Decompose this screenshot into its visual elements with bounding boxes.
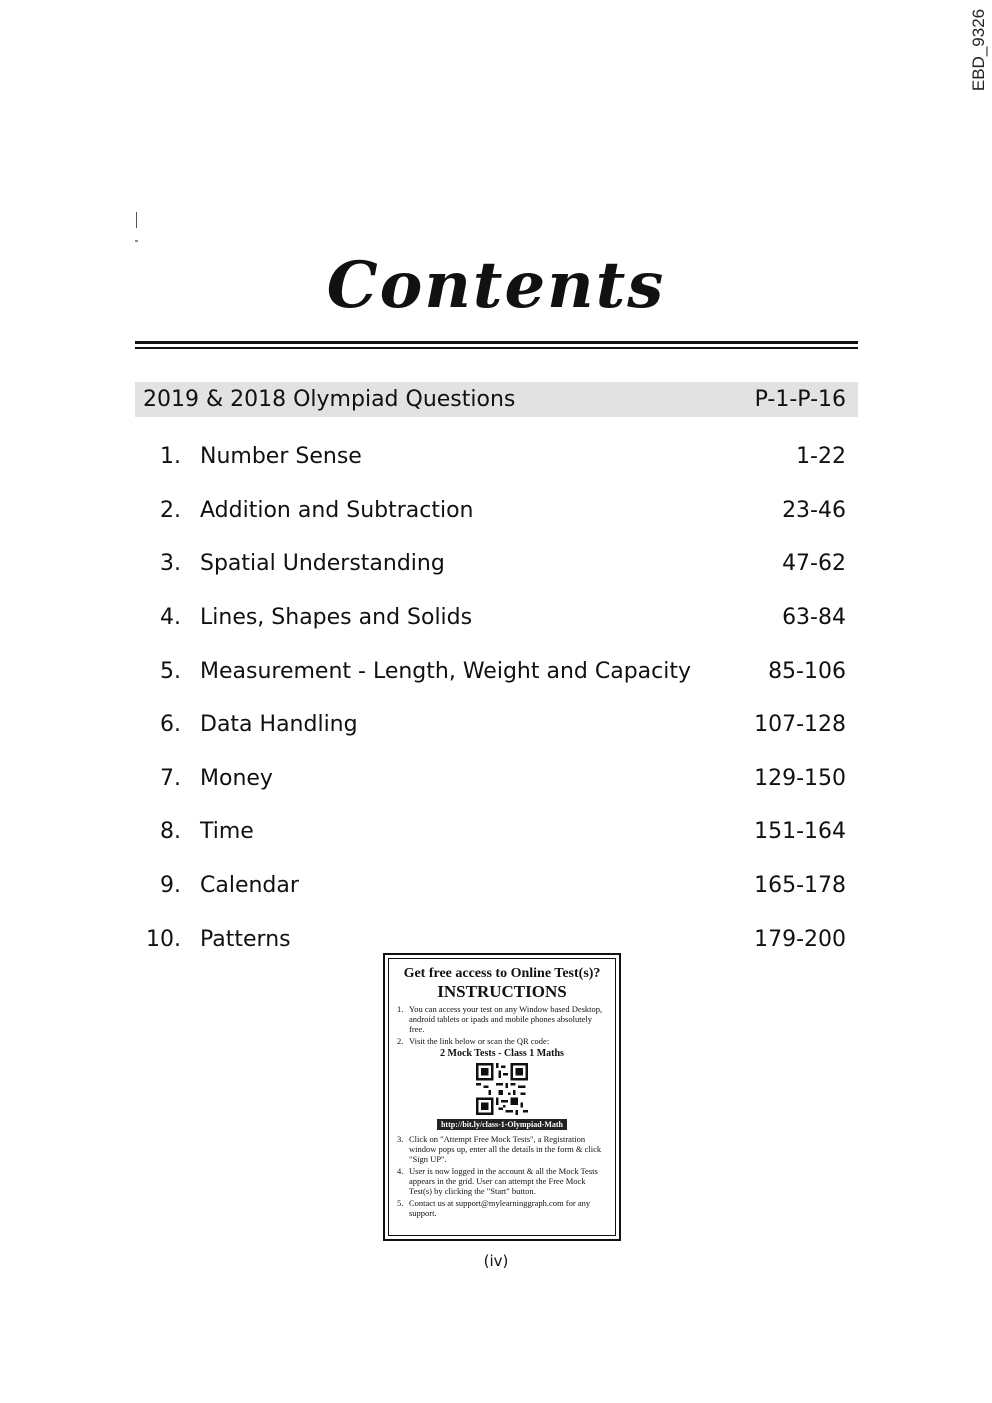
margin-mark <box>136 212 137 228</box>
chapter-number: 9. <box>160 873 181 899</box>
contents-row <box>135 591 858 645</box>
chapter-number: 4. <box>160 605 181 631</box>
chapter-pages: 165-178 <box>754 873 846 899</box>
instruction-number: 3. <box>397 1134 404 1144</box>
chapter-pages: 151-164 <box>754 819 846 845</box>
instruction-text: User is now logged in the account & all the Mock Tests appears in the grid. User can attempt the Free Mock Test(s) by clicking the "Start" button. <box>409 1166 598 1196</box>
contents-row <box>135 430 858 484</box>
contents-row <box>135 698 858 752</box>
contents-row <box>135 537 858 591</box>
box-items-top <box>397 1004 607 1046</box>
chapter-title: Patterns <box>200 926 291 952</box>
contents-row <box>135 644 858 698</box>
chapter-title: Calendar <box>200 873 299 899</box>
chapter-pages: 47-62 <box>782 551 846 577</box>
chapter-number: 7. <box>160 765 181 791</box>
instruction-text: You can access your test on any Window based Desktop, android tablets or ipads and mobile phones absolutely free. <box>409 1004 603 1034</box>
chapter-title: Data Handling <box>200 712 358 738</box>
box-heading: Get free access to Online Test(s)? <box>403 966 601 981</box>
margin-mark-small <box>135 240 138 242</box>
chapter-pages: 107-128 <box>754 712 846 738</box>
box-items-bottom <box>397 1134 607 1218</box>
box-instructions-title: INSTRUCTIONS <box>437 982 567 1001</box>
chapter-number: 6. <box>160 712 181 738</box>
chapter-number: 8. <box>160 819 181 845</box>
olympiad-pages: P-1-P-16 <box>754 387 846 412</box>
instruction-number: 4. <box>397 1166 404 1176</box>
chapter-pages: 179-200 <box>754 926 846 952</box>
online-test-box-inner <box>388 958 616 1236</box>
chapter-number: 5. <box>160 658 181 684</box>
chapter-title: Lines, Shapes and Solids <box>200 605 473 631</box>
contents-row <box>135 859 858 913</box>
chapter-pages: 1-22 <box>796 444 846 470</box>
contents-row <box>135 752 858 806</box>
instruction-text: Click on "Attempt Free Mock Tests", a Registration window pops up, enter all the details in the form & click "Sign UP". <box>409 1134 602 1164</box>
chapter-title: Time <box>200 819 254 845</box>
chapter-title: Addition and Subtraction <box>200 497 474 523</box>
instruction-number: 1. <box>397 1004 404 1014</box>
contents-row <box>135 805 858 859</box>
instruction-number: 2. <box>397 1036 404 1046</box>
side-code-text: EBD_9326 <box>969 8 989 92</box>
olympiad-row <box>135 382 858 417</box>
instruction-number: 5. <box>397 1198 404 1208</box>
contents-row <box>135 484 858 538</box>
instruction-item <box>397 1004 607 1034</box>
chapter-number: 2. <box>160 497 181 523</box>
chapter-pages: 85-106 <box>768 658 846 684</box>
qr-code-icon <box>476 1063 528 1115</box>
chapter-title: Money <box>200 765 273 791</box>
online-test-box <box>383 953 621 1241</box>
box-mock-tests: 2 Mock Tests - Class 1 Maths <box>440 1048 564 1059</box>
chapter-title: Number Sense <box>200 444 362 470</box>
instruction-item <box>397 1134 607 1164</box>
instruction-item <box>397 1198 607 1218</box>
chapter-number: 3. <box>160 551 181 577</box>
instruction-item <box>397 1166 607 1196</box>
chapter-pages: 129-150 <box>754 765 846 791</box>
instruction-item <box>397 1036 607 1046</box>
title-rule-top <box>135 341 858 344</box>
chapter-pages: 23-46 <box>782 497 846 523</box>
chapter-number: 10. <box>146 926 181 952</box>
olympiad-label: 2019 & 2018 Olympiad Questions <box>143 387 516 412</box>
chapter-pages: 63-84 <box>782 605 846 631</box>
instruction-text: Contact us at support@mylearninggraph.com for any support. <box>409 1198 591 1218</box>
box-link[interactable]: http://bit.ly/class-1-Olympiad-Math <box>437 1119 567 1130</box>
chapter-title: Measurement - Length, Weight and Capacity <box>200 658 691 684</box>
page-number: (iv) <box>483 1252 509 1270</box>
instruction-text: Visit the link below or scan the QR code: <box>409 1036 550 1046</box>
chapter-number: 1. <box>160 444 181 470</box>
contents-list <box>135 430 858 966</box>
chapter-title: Spatial Understanding <box>200 551 445 577</box>
title-rule-bottom <box>135 347 858 349</box>
side-code <box>966 0 992 100</box>
page-title: Contents <box>326 248 666 323</box>
